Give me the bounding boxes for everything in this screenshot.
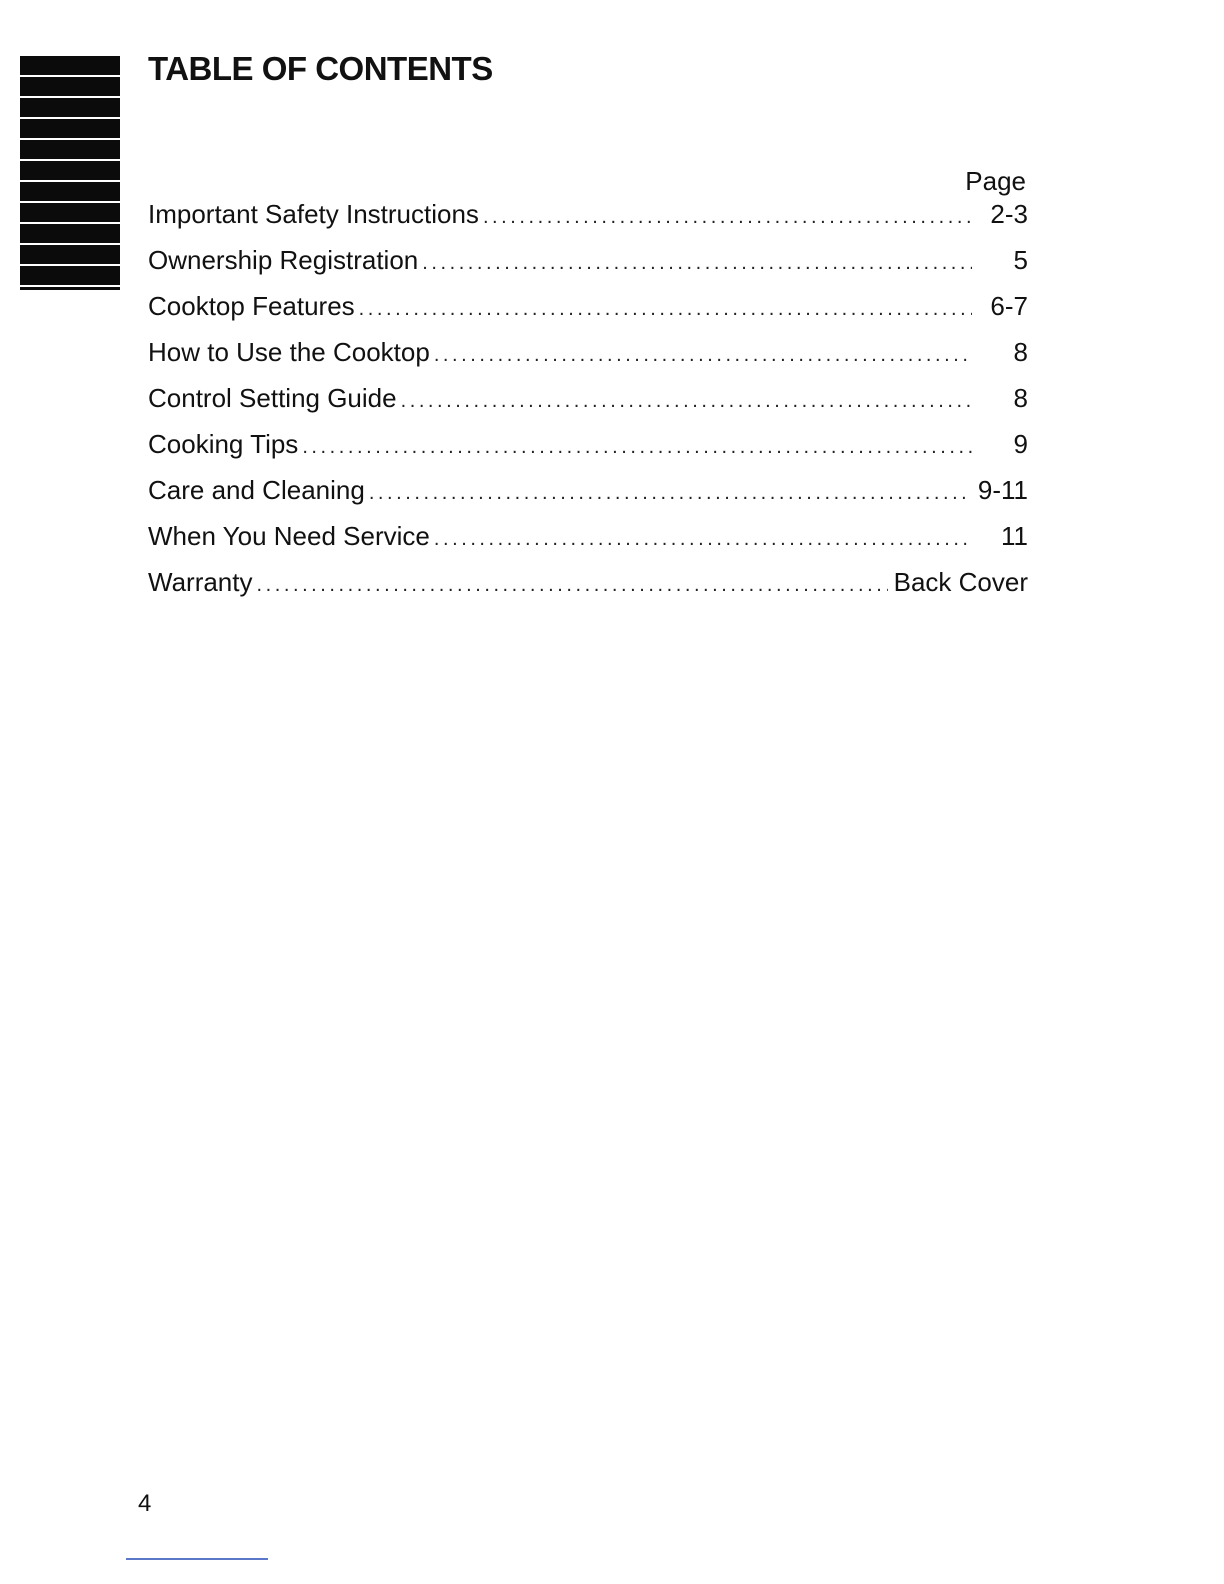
toc-dot-leader	[359, 289, 972, 329]
toc-entry-how-to-use-the-cooktop[interactable]	[148, 332, 1028, 378]
page-column-header: Page	[965, 166, 1026, 196]
toc-dot-leader	[422, 243, 972, 283]
toc-entry-title: Cooking Tips	[148, 429, 299, 459]
toc-entry-page: 5	[1013, 245, 1028, 275]
toc-entry-care-and-cleaning[interactable]	[148, 470, 1028, 516]
toc-entry-page: 8	[1013, 383, 1028, 413]
toc-entry-page: 8	[1013, 337, 1028, 367]
toc-entry-cooking-tips[interactable]	[148, 424, 1028, 470]
toc-entry-page: Back Cover	[893, 567, 1028, 597]
section-tab-marker	[20, 56, 120, 290]
toc-entry-page: 2-3	[990, 199, 1028, 229]
toc-entry-page: 6-7	[990, 291, 1028, 321]
toc-entry-ownership-registration[interactable]	[148, 240, 1028, 286]
toc-entry-when-you-need-service[interactable]	[148, 516, 1028, 562]
toc-entry-title: Control Setting Guide	[148, 383, 397, 413]
toc-dot-leader	[257, 565, 888, 605]
toc-entry-warranty[interactable]	[148, 562, 1028, 608]
toc-dot-leader	[401, 381, 972, 421]
toc-entry-page: 11	[1001, 521, 1028, 551]
toc-entry-title: Important Safety Instructions	[148, 199, 479, 229]
toc-entry-title: When You Need Service	[148, 521, 430, 551]
toc-entry-control-setting-guide[interactable]	[148, 378, 1028, 424]
toc-list	[148, 194, 1028, 608]
toc-entry-title: Care and Cleaning	[148, 475, 365, 505]
footer-rule	[126, 1558, 268, 1560]
toc-entry-page: 9-11	[977, 475, 1028, 505]
toc-dot-leader	[369, 473, 972, 513]
toc-entry-title: Cooktop Features	[148, 291, 355, 321]
toc-entry-important-safety-instructions[interactable]	[148, 194, 1028, 240]
toc-dot-leader	[434, 335, 972, 375]
toc-dot-leader	[483, 197, 972, 237]
toc-entry-title: Ownership Registration	[148, 245, 419, 275]
toc-entry-page: 9	[1013, 429, 1028, 459]
toc-dot-leader	[434, 519, 972, 559]
toc-dot-leader	[302, 427, 972, 467]
toc-entry-title: How to Use the Cooktop	[148, 337, 430, 367]
page-number: 4	[138, 1490, 152, 1517]
toc-entry-cooktop-features[interactable]	[148, 286, 1028, 332]
toc-entry-title: Warranty	[148, 567, 253, 597]
page-title: TABLE OF CONTENTS	[148, 50, 493, 87]
